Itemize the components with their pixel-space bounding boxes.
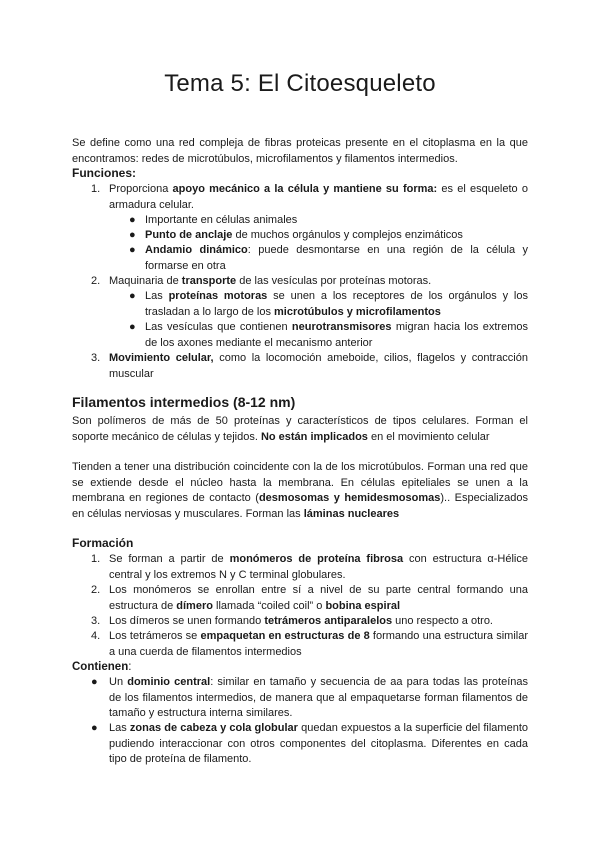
formacion-number-2: 2. <box>91 584 101 596</box>
funciones-number-3: 3. <box>91 352 101 364</box>
funciones-item-1: Proporciona apoyo mecánico a la célula y mantiene su forma: es el esqueleto o armadura celular. <box>109 183 528 211</box>
funciones-item-3: Movimiento celular, como la locomoción ameboide, cilios, flagelos y contracción muscular <box>109 352 528 380</box>
bullet-icon: ● <box>129 290 136 302</box>
page-title: Tema 5: El Citoesqueleto <box>164 70 436 97</box>
funciones-number-1: 1. <box>91 183 101 195</box>
formacion-item-1: Se forman a partir de monómeros de proteína fibrosa con estructura α-Hélice central y los extremos N y C terminal globulares. <box>109 553 528 581</box>
bullet-icon: ● <box>91 676 98 688</box>
funciones-sub-1-2: Punto de anclaje de muchos orgánulos y complejos enzimáticos <box>145 229 463 241</box>
contienen-heading: Contienen: <box>72 661 132 673</box>
funciones-heading: Funciones: <box>72 166 137 180</box>
funciones-item-2: Maquinaria de transporte de las vesículas por proteínas motoras. <box>109 275 432 287</box>
formacion-number-1: 1. <box>91 553 101 565</box>
formacion-heading: Formación <box>72 536 134 550</box>
filamentos-heading: Filamentos intermedios (8-12 nm) <box>72 394 296 410</box>
intro-paragraph: Se define como una red compleja de fibras proteicas presente en el citoplasma en la que encontramos: redes de microtúbulos, microfilamentos y filamentos intermedios. <box>72 137 528 165</box>
formacion-number-3: 3. <box>91 615 101 627</box>
bullet-icon: ● <box>91 722 98 734</box>
contienen-item-2: Las zonas de cabeza y cola globular quedan expuestos a la superficie del filamento pudiendo interaccionar con otros componentes del citoplasma. Diferentes en cada tipo de proteína de filamento. <box>109 722 528 765</box>
funciones-sub-2-2: Las vesículas que contienen neurotransmisores migran hacia los extremos de los axones mediante el mecanismo anterior <box>145 321 528 349</box>
filamentos-paragraph-1: Son polímeros de más de 50 proteínas y característicos de tipos celulares. Forman el soporte mecánico de células y tejidos. No están implicados en el movimiento celular <box>72 415 528 443</box>
bullet-icon: ● <box>129 244 136 256</box>
formacion-number-4: 4. <box>91 630 101 642</box>
bullet-icon: ● <box>129 321 136 333</box>
funciones-number-2: 2. <box>91 275 101 287</box>
bullet-icon: ● <box>129 214 136 226</box>
funciones-sub-1-3: Andamio dinámico: puede desmontarse en una región de la célula y formarse en otra <box>145 244 528 272</box>
bullet-icon: ● <box>129 229 136 241</box>
contienen-item-1: Un dominio central: similar en tamaño y secuencia de aa para todas las proteínas de los filamentos intermedios, de manera que al empaquetarse forman filamentos de tamaño y estructura interna similares. <box>109 676 528 719</box>
formacion-item-2: Los monómeros se enrollan entre sí a nivel de su parte central formando una estructura de dímero llamada “coiled coil” o bobina espiral <box>109 584 528 612</box>
funciones-sub-1-1: Importante en células animales <box>145 214 298 226</box>
formacion-item-3: Los dímeros se unen formando tetrámeros antiparalelos uno respecto a otro. <box>109 615 493 627</box>
funciones-sub-2-1: Las proteínas motoras se unen a los receptores de los orgánulos y los trasladan a lo largo de los microtúbulos y microfilamentos <box>145 290 528 318</box>
formacion-item-4: Los tetrámeros se empaquetan en estructuras de 8 formando una estructura similar a una cuerda de filamentos intermedios <box>109 630 529 658</box>
filamentos-paragraph-2: Tienden a tener una distribución coincidente con la de los microtúbulos. Forman una red que se extiende desde el núcleo hasta la membrana. En células epiteliales se unen a la membrana en regiones de contacto (desmosomas y hemidesmosomas).. Especializados en células nerviosas y musculares. Forman las láminas nucleares <box>72 461 528 520</box>
